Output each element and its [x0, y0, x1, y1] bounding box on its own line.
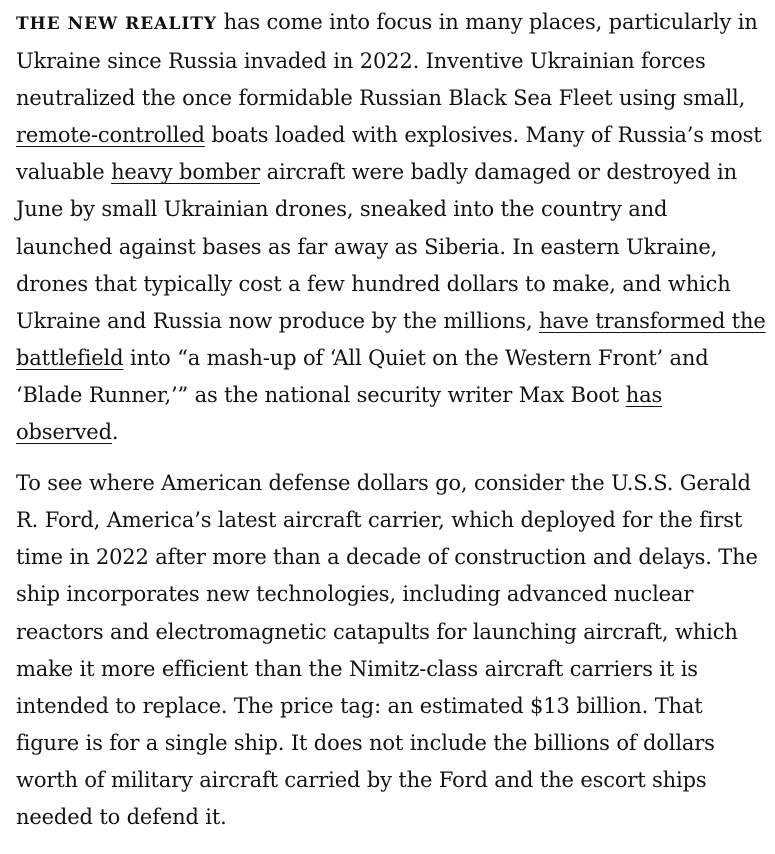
lead-in: THE NEW REALITY [16, 14, 218, 34]
paragraph-1 [16, 4, 767, 451]
paragraph-text: has come into focus in many places, particularly in Ukraine since Russia invaded in 2022. Inventive Ukrainian forces neutralized the once formidable Russian Black Sea Fleet using small, [16, 10, 758, 111]
link-has-observed[interactable]: has observed [16, 382, 663, 445]
paragraph-text: . [111, 420, 119, 445]
paragraph-text: boats loaded with explosives. Many of Russia’s most valuable [16, 123, 762, 185]
paragraph-2: To see where American defense dollars go, consider the U.S.S. Gerald R. Ford, America’s latest aircraft carrier, which deployed for the first time in 2022 after more than a decade of construction and delays. The ship incorporates new technologies, including advanced nuclear reactors and electromagnetic catapults for launching aircraft, which make it more efficient than the Nimitz-class aircraft carriers it is intended to replace. The price tag: an estimated $13 billion. That figure is for a single ship. It does not include the billions of dollars worth of military aircraft carried by the Ford and the escort ships needed to defend it. [16, 471, 758, 829]
link-remote-controlled[interactable]: remote-controlled [16, 123, 205, 148]
paragraph-text: aircraft were badly damaged or destroyed in June by small Ukrainian drones, sneaked into the country and launched against bases as far away as Siberia. In eastern Ukraine, drones that typically cost a few hundred dollars to make, and which Ukraine and Russia now produce by the millions, [16, 160, 737, 333]
link-heavy-bomber[interactable]: heavy bomber [111, 160, 261, 185]
link-transformed-battlefield[interactable]: have transformed the battlefield [16, 308, 766, 370]
paragraph-text: into “a mash-up of ‘All Quiet on the Western Front’ and ‘Blade Runner,’” as the national security writer Max Boot [16, 345, 709, 407]
